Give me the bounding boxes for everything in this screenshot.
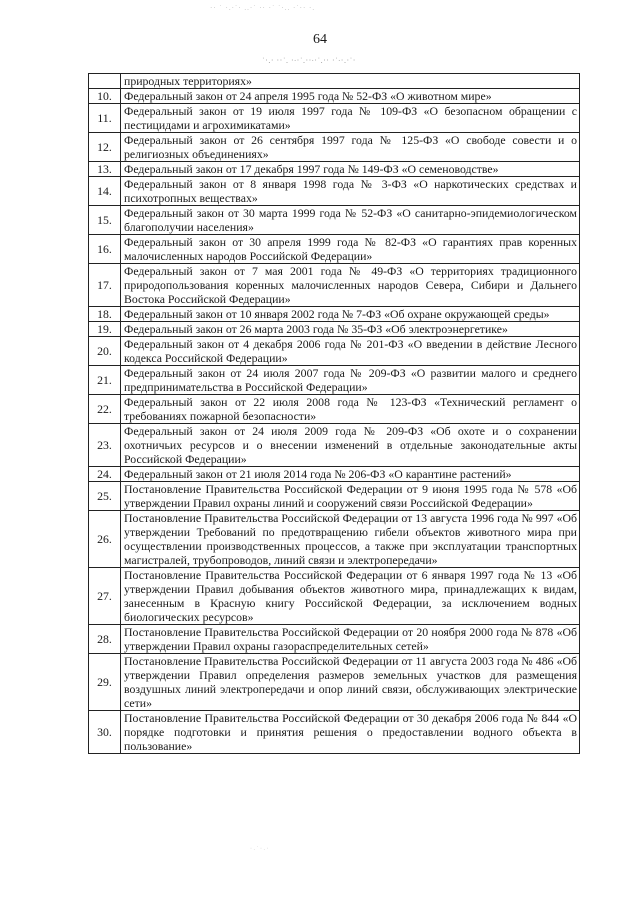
row-number: 22. xyxy=(89,395,121,424)
row-text: Постановление Правительства Российской Федерации от 6 января 1997 года № 13 «Об утверждении Правил добывания объектов животного мира, принадлежащих к видам, занесенным в Красную книгу Российской Федерации, за исключением водных биологических ресурсов» xyxy=(121,568,580,625)
table-row xyxy=(89,711,580,754)
row-number: 18. xyxy=(89,307,121,322)
row-text: Федеральный закон от 24 июля 2007 года № 209-ФЗ «О развитии малого и среднего предпринимательства в Российской Федерации» xyxy=(121,366,580,395)
row-number: 29. xyxy=(89,654,121,711)
row-text: Федеральный закон от 17 декабря 1997 года № 149-ФЗ «О семеноводстве» xyxy=(121,162,580,177)
row-text: Федеральный закон от 26 марта 2003 года № 35-ФЗ «Об электроэнергетике» xyxy=(121,322,580,337)
row-text: Федеральный закон от 22 июля 2008 года № 123-ФЗ «Технический регламент о требованиях пожарной безопасности» xyxy=(121,395,580,424)
row-number: 19. xyxy=(89,322,121,337)
table-row xyxy=(89,568,580,625)
row-number: 13. xyxy=(89,162,121,177)
table-row xyxy=(89,482,580,511)
row-number: 27. xyxy=(89,568,121,625)
row-number: 23. xyxy=(89,424,121,467)
row-number: 30. xyxy=(89,711,121,754)
table-row xyxy=(89,89,580,104)
table-row xyxy=(89,337,580,366)
row-text: природных территориях» xyxy=(121,74,580,89)
row-text: Постановление Правительства Российской Федерации от 11 августа 2003 года № 486 «Об утверждении Правил определения размеров земельных участков для размещения воздушных линий электропередачи и опор линий связи, обслуживающих электрические сети» xyxy=(121,654,580,711)
page-number: 64 xyxy=(313,32,327,47)
row-number xyxy=(89,74,121,89)
row-text: Федеральный закон от 30 апреля 1999 года № 82-ФЗ «О гарантиях прав коренных малочисленных народов Российской Федерации» xyxy=(121,235,580,264)
row-text: Постановление Правительства Российской Федерации от 20 ноября 2000 года № 878 «Об утверждении Правил охраны газораспределительных сетей» xyxy=(121,625,580,654)
table-row xyxy=(89,264,580,307)
row-number: 25. xyxy=(89,482,121,511)
row-text: Постановление Правительства Российской Федерации от 30 декабря 2006 года № 844 «О порядке подготовки и принятия решения о предоставлении водного объекта в пользование» xyxy=(121,711,580,754)
table-row xyxy=(89,235,580,264)
row-number: 20. xyxy=(89,337,121,366)
scan-artifact-stamp: ˙·.· ··˙. ·∙·˙.··∙·˙.·· ·˙∙·.·˙· xyxy=(262,56,356,65)
row-number: 11. xyxy=(89,104,121,133)
table-row xyxy=(89,395,580,424)
row-text: Федеральный закон от 8 января 1998 года № 3-ФЗ «О наркотических средствах и психотропных веществах» xyxy=(121,177,580,206)
row-text: Постановление Правительства Российской Федерации от 9 июня 1995 года № 578 «Об утверждении Правил охраны линий и сооружений связи Российской Федерации» xyxy=(121,482,580,511)
row-number: 12. xyxy=(89,133,121,162)
table-row xyxy=(89,511,580,568)
row-number: 14. xyxy=(89,177,121,206)
row-text: Федеральный закон от 21 июля 2014 года № 206-ФЗ «О карантине растений» xyxy=(121,467,580,482)
table-row xyxy=(89,467,580,482)
row-text: Федеральный закон от 26 сентября 1997 года № 125-ФЗ «О свободе совести и о религиозных объединениях» xyxy=(121,133,580,162)
scan-artifact-top: ·· ˙ ·.·˙· ..·˙ ·· ·˙ ˙·.. ·˙·· ·. xyxy=(210,4,316,12)
table-row xyxy=(89,74,580,89)
row-number: 10. xyxy=(89,89,121,104)
table-row xyxy=(89,625,580,654)
table-row xyxy=(89,206,580,235)
row-text: Федеральный закон от 24 июля 2009 года № 209-ФЗ «Об охоте и о сохранении охотничьих ресурсов и о внесении изменений в отдельные законодательные акты Российской Федерации» xyxy=(121,424,580,467)
table-row xyxy=(89,162,580,177)
row-number: 24. xyxy=(89,467,121,482)
row-number: 26. xyxy=(89,511,121,568)
row-text: Федеральный закон от 7 мая 2001 года № 49-ФЗ «О территориях традиционного природопользования коренных малочисленных народов Севера, Сибири и Дальнего Востока Российской Федерации» xyxy=(121,264,580,307)
row-text: Федеральный закон от 10 января 2002 года № 7-ФЗ «Об охране окружающей среды» xyxy=(121,307,580,322)
table-row xyxy=(89,104,580,133)
row-number: 21. xyxy=(89,366,121,395)
laws-table xyxy=(88,73,580,754)
table-row xyxy=(89,322,580,337)
table-row xyxy=(89,366,580,395)
table-row xyxy=(89,133,580,162)
row-text: Федеральный закон от 4 декабря 2006 года № 201-ФЗ «О введении в действие Лесного кодекса Российской Федерации» xyxy=(121,337,580,366)
row-text: Федеральный закон от 19 июля 1997 года № 109-ФЗ «О безопасном обращении с пестицидами и агрохимикатами» xyxy=(121,104,580,133)
row-number: 15. xyxy=(89,206,121,235)
laws-table-body xyxy=(89,74,580,754)
table-row xyxy=(89,424,580,467)
row-text: Федеральный закон от 30 марта 1999 года № 52-ФЗ «О санитарно-эпидемиологическом благополучии населения» xyxy=(121,206,580,235)
row-number: 28. xyxy=(89,625,121,654)
table-row xyxy=(89,654,580,711)
table-row xyxy=(89,307,580,322)
row-text: Федеральный закон от 24 апреля 1995 года № 52-ФЗ «О животном мире» xyxy=(121,89,580,104)
row-text: Постановление Правительства Российской Федерации от 13 августа 1996 года № 997 «Об утверждении Требований по предотвращению гибели объектов животного мира при осуществлении производственных процессов, а также при эксплуатации транспортных магистралей, трубопроводов, линий связи и электропередачи» xyxy=(121,511,580,568)
row-number: 16. xyxy=(89,235,121,264)
row-number: 17. xyxy=(89,264,121,307)
scan-artifact-bottom: · . ˙ · . · xyxy=(250,846,269,852)
table-row xyxy=(89,177,580,206)
